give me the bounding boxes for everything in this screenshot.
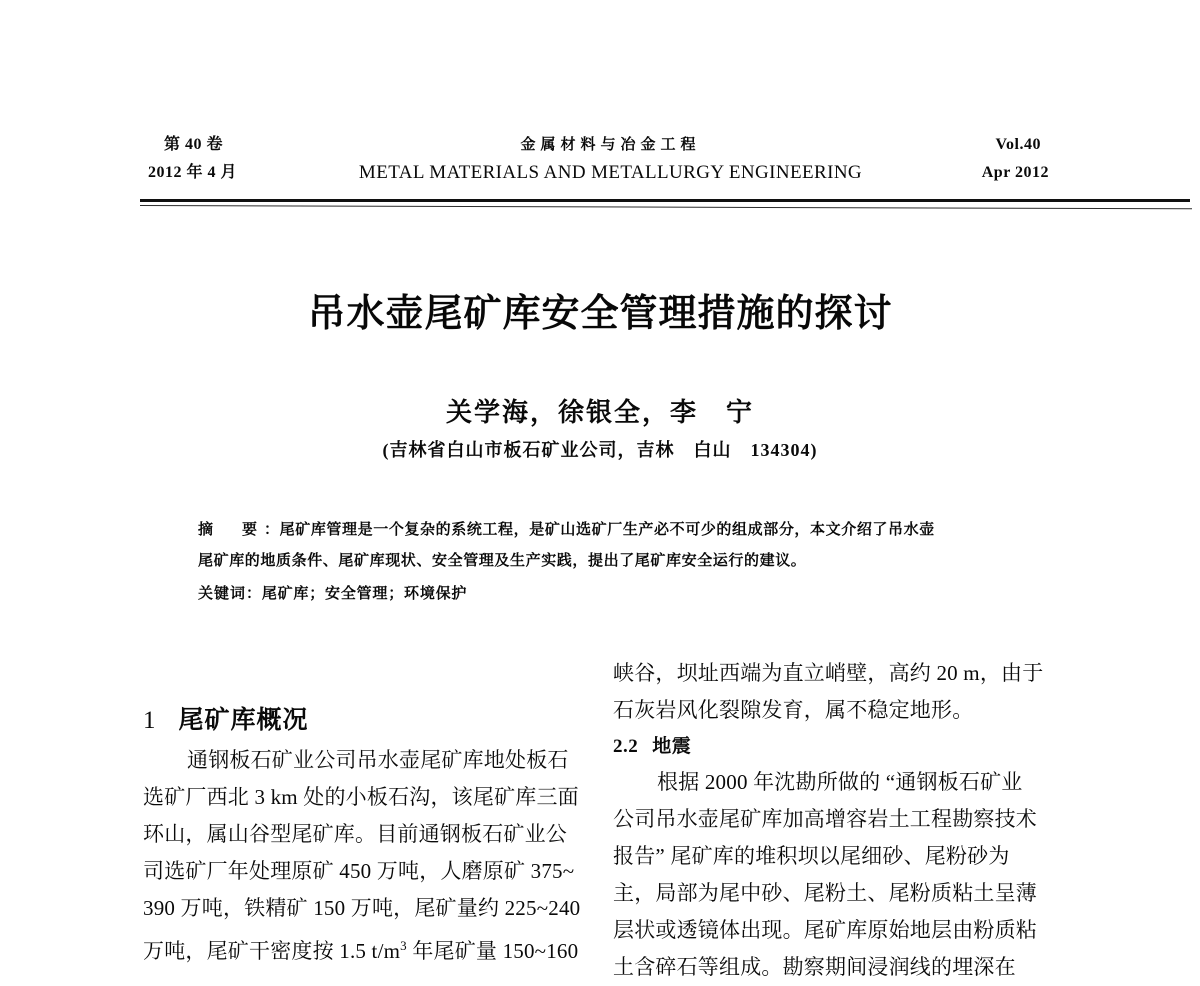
text-line: 390 万吨，铁精矿 150 万吨，尾矿量约 225~240	[143, 896, 581, 920]
text-line: 环山，属山谷型尾矿库。目前通钢板石矿业公	[143, 822, 567, 846]
keywords	[198, 580, 467, 608]
volume-cn: 第 40 卷	[164, 136, 224, 153]
running-head-right	[903, 132, 1053, 188]
date-en: Apr 2012	[981, 164, 1049, 181]
header-rule-thin	[140, 205, 1192, 209]
abstract-text-line-1: 尾矿库管理是一个复杂的系统工程，是矿山选矿厂生产必不可少的组成部分，本文介绍了吊水壶	[279, 522, 935, 538]
text-line: 通钢板石矿业公司吊水壶尾矿库地处板石	[187, 748, 569, 772]
section-heading-2-2	[613, 731, 1066, 758]
text-line: 司选矿厂年处理原矿 450 万吨，人磨原矿 375~	[143, 859, 575, 883]
paragraph-left-1	[143, 742, 596, 970]
keywords-value: 尾矿库；安全管理；环境保护	[261, 586, 468, 602]
article-title: 吊水壶尾矿库安全管理措施的探讨	[307, 291, 893, 335]
section-title: 尾矿库概况	[178, 707, 309, 734]
text-line: 层状或透镜体出现。尾矿库原始地层由粉质粘	[613, 918, 1037, 942]
body-column-left	[143, 655, 596, 963]
keywords-separator: ：	[246, 586, 262, 602]
journal-title-cn: 金属材料与冶金工程	[520, 137, 701, 153]
text-line: 万吨，尾矿干密度按 1.5 $t/m^3$ 年尾矿量 150~160	[143, 938, 579, 963]
text-line: 公司吊水壶尾矿库加高增容岩土工程勘察技术	[613, 807, 1037, 831]
text-line: 峡谷，坝址西端为直立峭壁，高约 20 m，由于	[613, 661, 1044, 685]
section-heading-1	[143, 700, 596, 736]
author-list: 关学海，徐银全，李 宁	[445, 398, 754, 427]
section-number: 1	[143, 707, 157, 734]
section-title: 地震	[652, 736, 692, 757]
volume-en: Vol.40	[995, 136, 1041, 153]
running-head-center	[338, 132, 883, 188]
text-line: 根据 2000 年沈勘所做的 “通钢板石矿业	[657, 770, 1023, 794]
paragraph-right-continued	[613, 655, 1066, 729]
text-line: 石灰岩风化裂隙发育，属不稳定地形。	[613, 698, 974, 722]
text-line: 主，局部为尾中砂、尾粉土、尾粉质粘土呈薄	[613, 881, 1037, 905]
author-affiliation: (吉林省白山市板石矿业公司，吉林 白山 134304)	[382, 440, 818, 460]
journal-title-en: METAL MATERIALS AND METALLURGY ENGINEERING	[358, 162, 863, 183]
header-rule-thick	[140, 199, 1190, 202]
body-column-right	[613, 655, 1066, 979]
section-number: 2.2	[613, 736, 639, 757]
abstract-label: 摘 要	[198, 522, 265, 538]
abstract-separator: ：	[264, 522, 280, 538]
abstract	[198, 515, 1018, 577]
paragraph-right-1	[613, 764, 1066, 986]
text-line: 报告” 尾矿库的堆积坝以尾细砂、尾粉砂为	[613, 844, 1010, 868]
abstract-line-1	[198, 515, 1018, 546]
text-line: 选矿厂西北 3 km 处的小板石沟，该尾矿库三面	[143, 785, 579, 809]
text-line: 土含碎石等组成。勘察期间浸润线的埋深在	[613, 955, 1016, 979]
running-head-left	[148, 132, 237, 188]
date-cn: 2012 年 4 月	[148, 164, 238, 181]
abstract-line-2: 尾矿库的地质条件、尾矿库现状、安全管理及生产实践，提出了尾矿库安全运行的建议。	[198, 553, 807, 569]
running-head	[148, 132, 1053, 194]
keywords-label: 关键词	[198, 586, 247, 602]
